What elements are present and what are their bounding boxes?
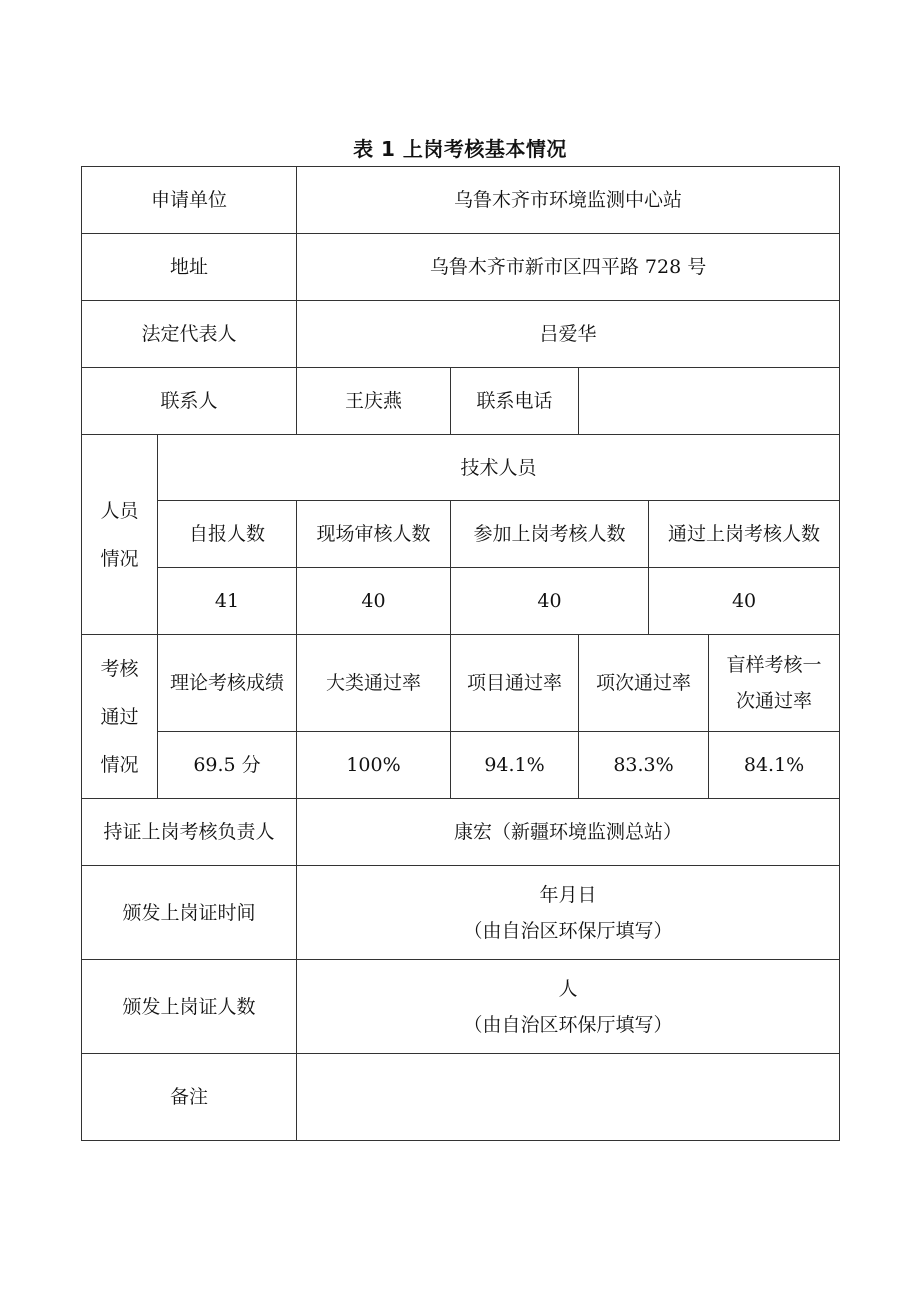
assessment-header-item-rate: 项次通过率 — [579, 635, 709, 732]
personnel-label-line2: 情况 — [100, 547, 139, 570]
issue-time-note: （由自治区环保厅填写） — [463, 919, 673, 942]
blind-sample-line1: 盲样考核一 — [726, 654, 822, 676]
personnel-header-onsite-review: 现场审核人数 — [297, 501, 451, 568]
assessment-header-theory: 理论考核成绩 — [158, 635, 297, 732]
blind-sample-line2: 次通过率 — [736, 690, 813, 712]
personnel-header-self-reported: 自报人数 — [158, 501, 297, 568]
row-assessment-values — [82, 732, 840, 799]
issue-count-label: 颁发上岗证人数 — [82, 960, 297, 1054]
assessment-value-project-rate: 94.1% — [451, 732, 579, 799]
legal-rep-label: 法定代表人 — [82, 301, 297, 368]
row-personnel-headers — [82, 501, 840, 568]
row-assessment-headers — [82, 635, 840, 732]
phone-label: 联系电话 — [451, 368, 579, 435]
assessment-label — [82, 635, 158, 799]
row-remarks — [82, 1054, 840, 1141]
legal-rep-value: 吕爱华 — [297, 301, 840, 368]
issue-count-note: （由自治区环保厅填写） — [463, 1013, 673, 1036]
row-address — [82, 234, 840, 301]
issue-count-value-cell — [297, 960, 840, 1054]
personnel-header-participated: 参加上岗考核人数 — [451, 501, 649, 568]
assessment-label-line3: 情况 — [100, 753, 139, 776]
applicant-value: 乌鲁木齐市环境监测中心站 — [297, 167, 840, 234]
row-legal-rep — [82, 301, 840, 368]
remarks-label: 备注 — [82, 1054, 297, 1141]
row-personnel-values — [82, 568, 840, 635]
assessment-header-category-rate: 大类通过率 — [297, 635, 451, 732]
personnel-value-onsite-review: 40 — [297, 568, 451, 635]
personnel-label-line1: 人员 — [100, 499, 139, 522]
address-label: 地址 — [82, 234, 297, 301]
personnel-label — [82, 435, 158, 635]
applicant-label: 申请单位 — [82, 167, 297, 234]
remarks-value — [297, 1054, 840, 1141]
row-issue-count — [82, 960, 840, 1054]
responsible-value: 康宏（新疆环境监测总站） — [297, 799, 840, 866]
assessment-label-line1: 考核 — [100, 657, 139, 680]
issue-time-label: 颁发上岗证时间 — [82, 866, 297, 960]
issue-count-value: 人 — [558, 977, 578, 1000]
assessment-header-project-rate: 项目通过率 — [451, 635, 579, 732]
assessment-header-blind-sample — [709, 635, 840, 732]
row-responsible — [82, 799, 840, 866]
assessment-label-line2: 通过 — [100, 705, 139, 728]
phone-value — [579, 368, 840, 435]
personnel-group-header: 技术人员 — [158, 435, 840, 501]
contact-label: 联系人 — [82, 368, 297, 435]
issue-time-value: 年月日 — [539, 883, 597, 906]
assessment-value-category-rate: 100% — [297, 732, 451, 799]
responsible-label: 持证上岗考核负责人 — [82, 799, 297, 866]
row-contact — [82, 368, 840, 435]
personnel-value-passed: 40 — [649, 568, 840, 635]
table-title: 表 1 上岗考核基本情况 — [353, 137, 567, 161]
issue-time-value-cell — [297, 866, 840, 960]
assessment-value-item-rate: 83.3% — [579, 732, 709, 799]
row-personnel-group — [82, 435, 840, 501]
personnel-value-participated: 40 — [451, 568, 649, 635]
personnel-header-passed: 通过上岗考核人数 — [649, 501, 840, 568]
assessment-value-blind-sample: 84.1% — [709, 732, 840, 799]
address-value: 乌鲁木齐市新市区四平路 728 号 — [297, 234, 840, 301]
assessment-table — [81, 166, 840, 1141]
row-applicant — [82, 167, 840, 234]
assessment-value-theory: 69.5 分 — [158, 732, 297, 799]
row-issue-time — [82, 866, 840, 960]
contact-value: 王庆燕 — [297, 368, 451, 435]
personnel-value-self-reported: 41 — [158, 568, 297, 635]
